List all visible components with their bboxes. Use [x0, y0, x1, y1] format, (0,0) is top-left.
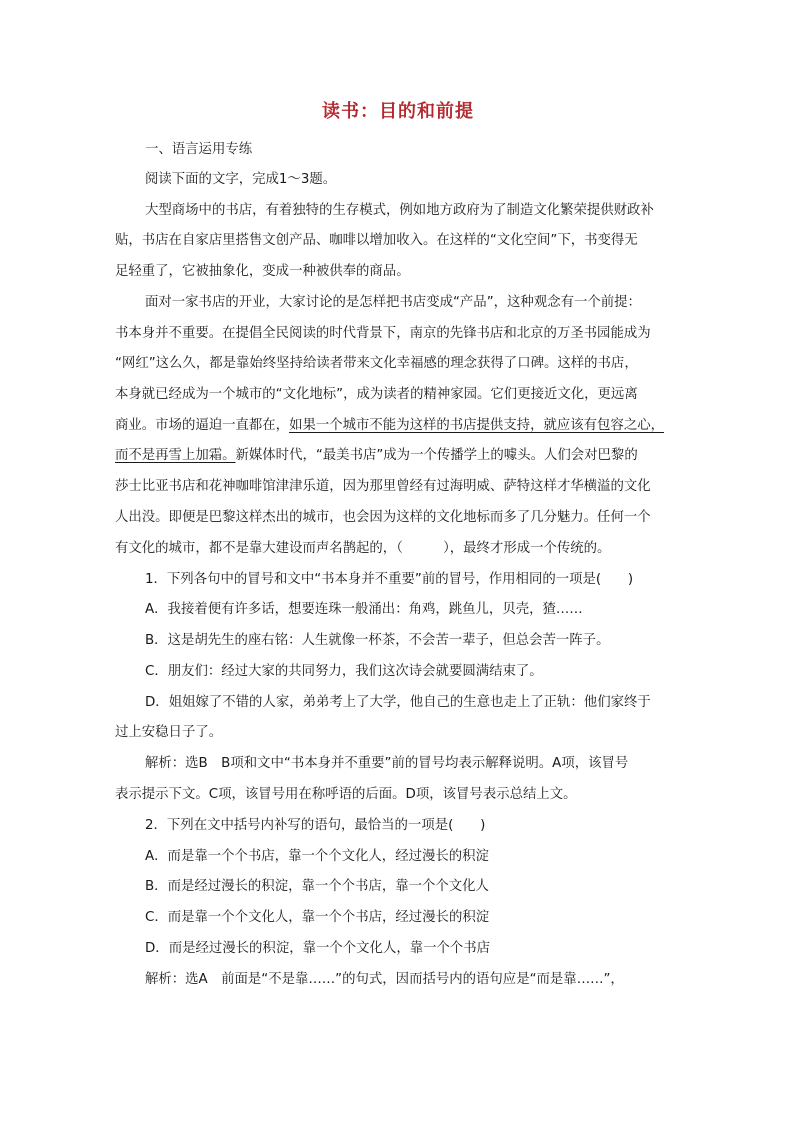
question-2-option-d: D．而是经过漫长的积淀，靠一个个文化人，靠一个个书店: [145, 941, 491, 956]
passage-line: 书本身并不重要。在提倡全民阅读的时代背景下，南京的先锋书店和北京的万圣书园能成为: [115, 326, 651, 341]
passage-line: 足轻重了，它被抽象化，变成一种被供奉的商品。: [115, 264, 410, 279]
instruction: 阅读下面的文字，完成1～3题。: [145, 172, 337, 187]
question-1-option-d: D．姐姐嫁了不错的人家，弟弟考上了大学，他自己的生意也走上了正轨：他们家终于: [145, 695, 651, 710]
passage-line: 贴，书店在自家店里搭售文创产品、咖啡以增加收入。在这样的“文化空间”下，书变得无: [115, 233, 638, 248]
passage-line: “网红”这么久，都是靠始终坚持给读者带来文化幸福感的理念获得了口碑。这样的书店，: [115, 356, 638, 371]
passage-line: 大型商场中的书店，有着独特的生存模式，例如地方政府为了制造文化繁荣提供财政补: [145, 203, 654, 218]
question-1-option-b: B．这是胡先生的座右铭：人生就像一杯茶，不会苦一辈子，但总会苦一阵子。: [145, 633, 610, 648]
section-heading: 一、语言运用专练: [145, 142, 253, 157]
passage-line: 人出没。即便是巴黎这样杰出的城市，也会因为这样的文化地标而多了几分魅力。任何一个: [115, 510, 651, 525]
underlined-sentence: 如果一个城市不能为这样的书店提供支持，就应该有包容之心，: [289, 418, 665, 433]
passage-text: 商业。市场的逼迫一直都在，: [115, 418, 290, 433]
passage-line: 有文化的城市，都不是靠大建设而声名鹊起的，（ ），最终才形成一个传统的。: [115, 541, 611, 556]
question-1-analysis: 表示提示下文。C项，该冒号用在称呼语的后面。D项，该冒号表示总结上文。: [115, 787, 577, 802]
passage-line: [115, 446, 638, 466]
page-title: 读书：目的和前提: [322, 101, 474, 122]
question-2-analysis: 解析：选A 前面是“不是靠……”的句式，因而括号内的语句应是“而是靠……”，: [145, 972, 624, 987]
question-1-option-c: C．朋友们：经过大家的共同努力，我们这次诗会就要圆满结束了。: [145, 664, 543, 679]
passage-line: 面对一家书店的开业，大家讨论的是怎样把书店变成“产品”，这种观念有一个前提：: [145, 295, 641, 310]
question-2-option-a: A．而是靠一个个书店，靠一个个文化人，经过漫长的积淀: [145, 849, 489, 864]
question-2-stem: 2．下列在文中括号内补写的语句，最恰当的一项是( ): [145, 818, 486, 833]
question-1-option-d-cont: 过上安稳日子了。: [115, 725, 223, 740]
question-1-option-a: A．我接着便有许多话，想要连珠一般涌出：角鸡，跳鱼儿，贝壳，猹……: [145, 602, 583, 617]
passage-line: 莎士比亚书店和花神咖啡馆津津乐道，因为那里曾经有过海明威、萨特这样才华横溢的文化: [115, 479, 651, 494]
question-1-stem: 1．下列各句中的冒号和文中“书本身并不重要”前的冒号，作用相同的一项是( ): [145, 572, 634, 587]
question-2-option-c: C．而是靠一个个文化人，靠一个个书店，经过漫长的积淀: [145, 910, 490, 925]
question-1-analysis: 解析：选B B项和文中“书本身并不重要”前的冒号均表示解释说明。A项，该冒号: [145, 756, 629, 771]
passage-text: 新媒体时代，“最美书店”成为一个传播学上的噱头。人们会对巴黎的: [235, 448, 638, 463]
underlined-sentence: 而不是再雪上加霜。: [115, 448, 236, 463]
question-2-option-b: B．而是经过漫长的积淀，靠一个个书店，靠一个个文化人: [145, 879, 489, 894]
passage-line: 本身就已经成为一个城市的“文化地标”，成为读者的精神家园。它们更接近文化，更远离: [115, 387, 638, 402]
passage-line: [115, 416, 664, 436]
